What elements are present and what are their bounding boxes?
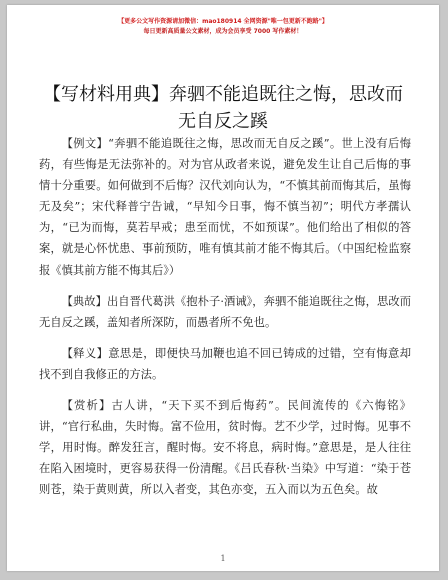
banner-line-1: 【更多公文写作资源请加微信：mao180914 全网资源"唯一包更新不跑路"】	[118, 18, 328, 25]
paragraph-allusion: 【典故】出自晋代葛洪《抱朴子·酒诫》，奔驷不能追既往之悔，思改而无自反之蹊，盖知者所深防，而愚者所不免也。	[39, 294, 411, 329]
paragraph-meaning: 【释义】意思是，即便快马加鞭也追不回已铸成的过错，空有悔意却找不到自我修正的方法。	[39, 346, 411, 381]
paragraph-example: 【例文】“奔驷不能追既往之悔，思改而无自反之蹊”。世上没有后悔药，有些悔是无法弥补的。对为官从政者来说，避免发生让自己后悔的事情十分重要。如何做到不后悔？汉代刘向认为，“不慎其前而悔其后，虽悔无及矣”；宋代释普宁告诫，“早知今日事，悔不慎当初”；明代方孝孺认为，“已为而悔，莫若早戒；患至而忧，不如预谋”。他们给出了相似的答案，就是心怀忧患、事前预防，唯有慎其前才能不悔其后。（中国纪检监察报《慎其前方能不悔其后》）	[39, 137, 411, 277]
paragraph-appreciation: 【赏析】古人讲，“天下买不到后悔药”。民间流传的《六悔铭》讲，“官行私曲，失时悔。富不俭用，贫时悔。艺不少学，过时悔。见事不学，用时悔。醉发狂言，醒时悔。安不将息，病时悔。”意思是，是人往往在陷入困境时，更容易获得一份清醒。《吕氏春秋·当染》中写道：“染于苍则苍，染于黄则黄，所以入者变，其色亦变，五入而以为五色矣。故	[39, 399, 411, 497]
promo-banner	[7, 17, 439, 37]
page-number: 1	[220, 554, 226, 563]
banner-line-2: 每日更新高质量公文素材，成为会员享受 7000 写作素材！	[143, 28, 303, 35]
page-title: 【写材料用典】奔驷不能追既往之悔，思改而无自反之蹊	[43, 84, 403, 132]
article-body	[39, 133, 411, 511]
document-page	[7, 5, 439, 571]
